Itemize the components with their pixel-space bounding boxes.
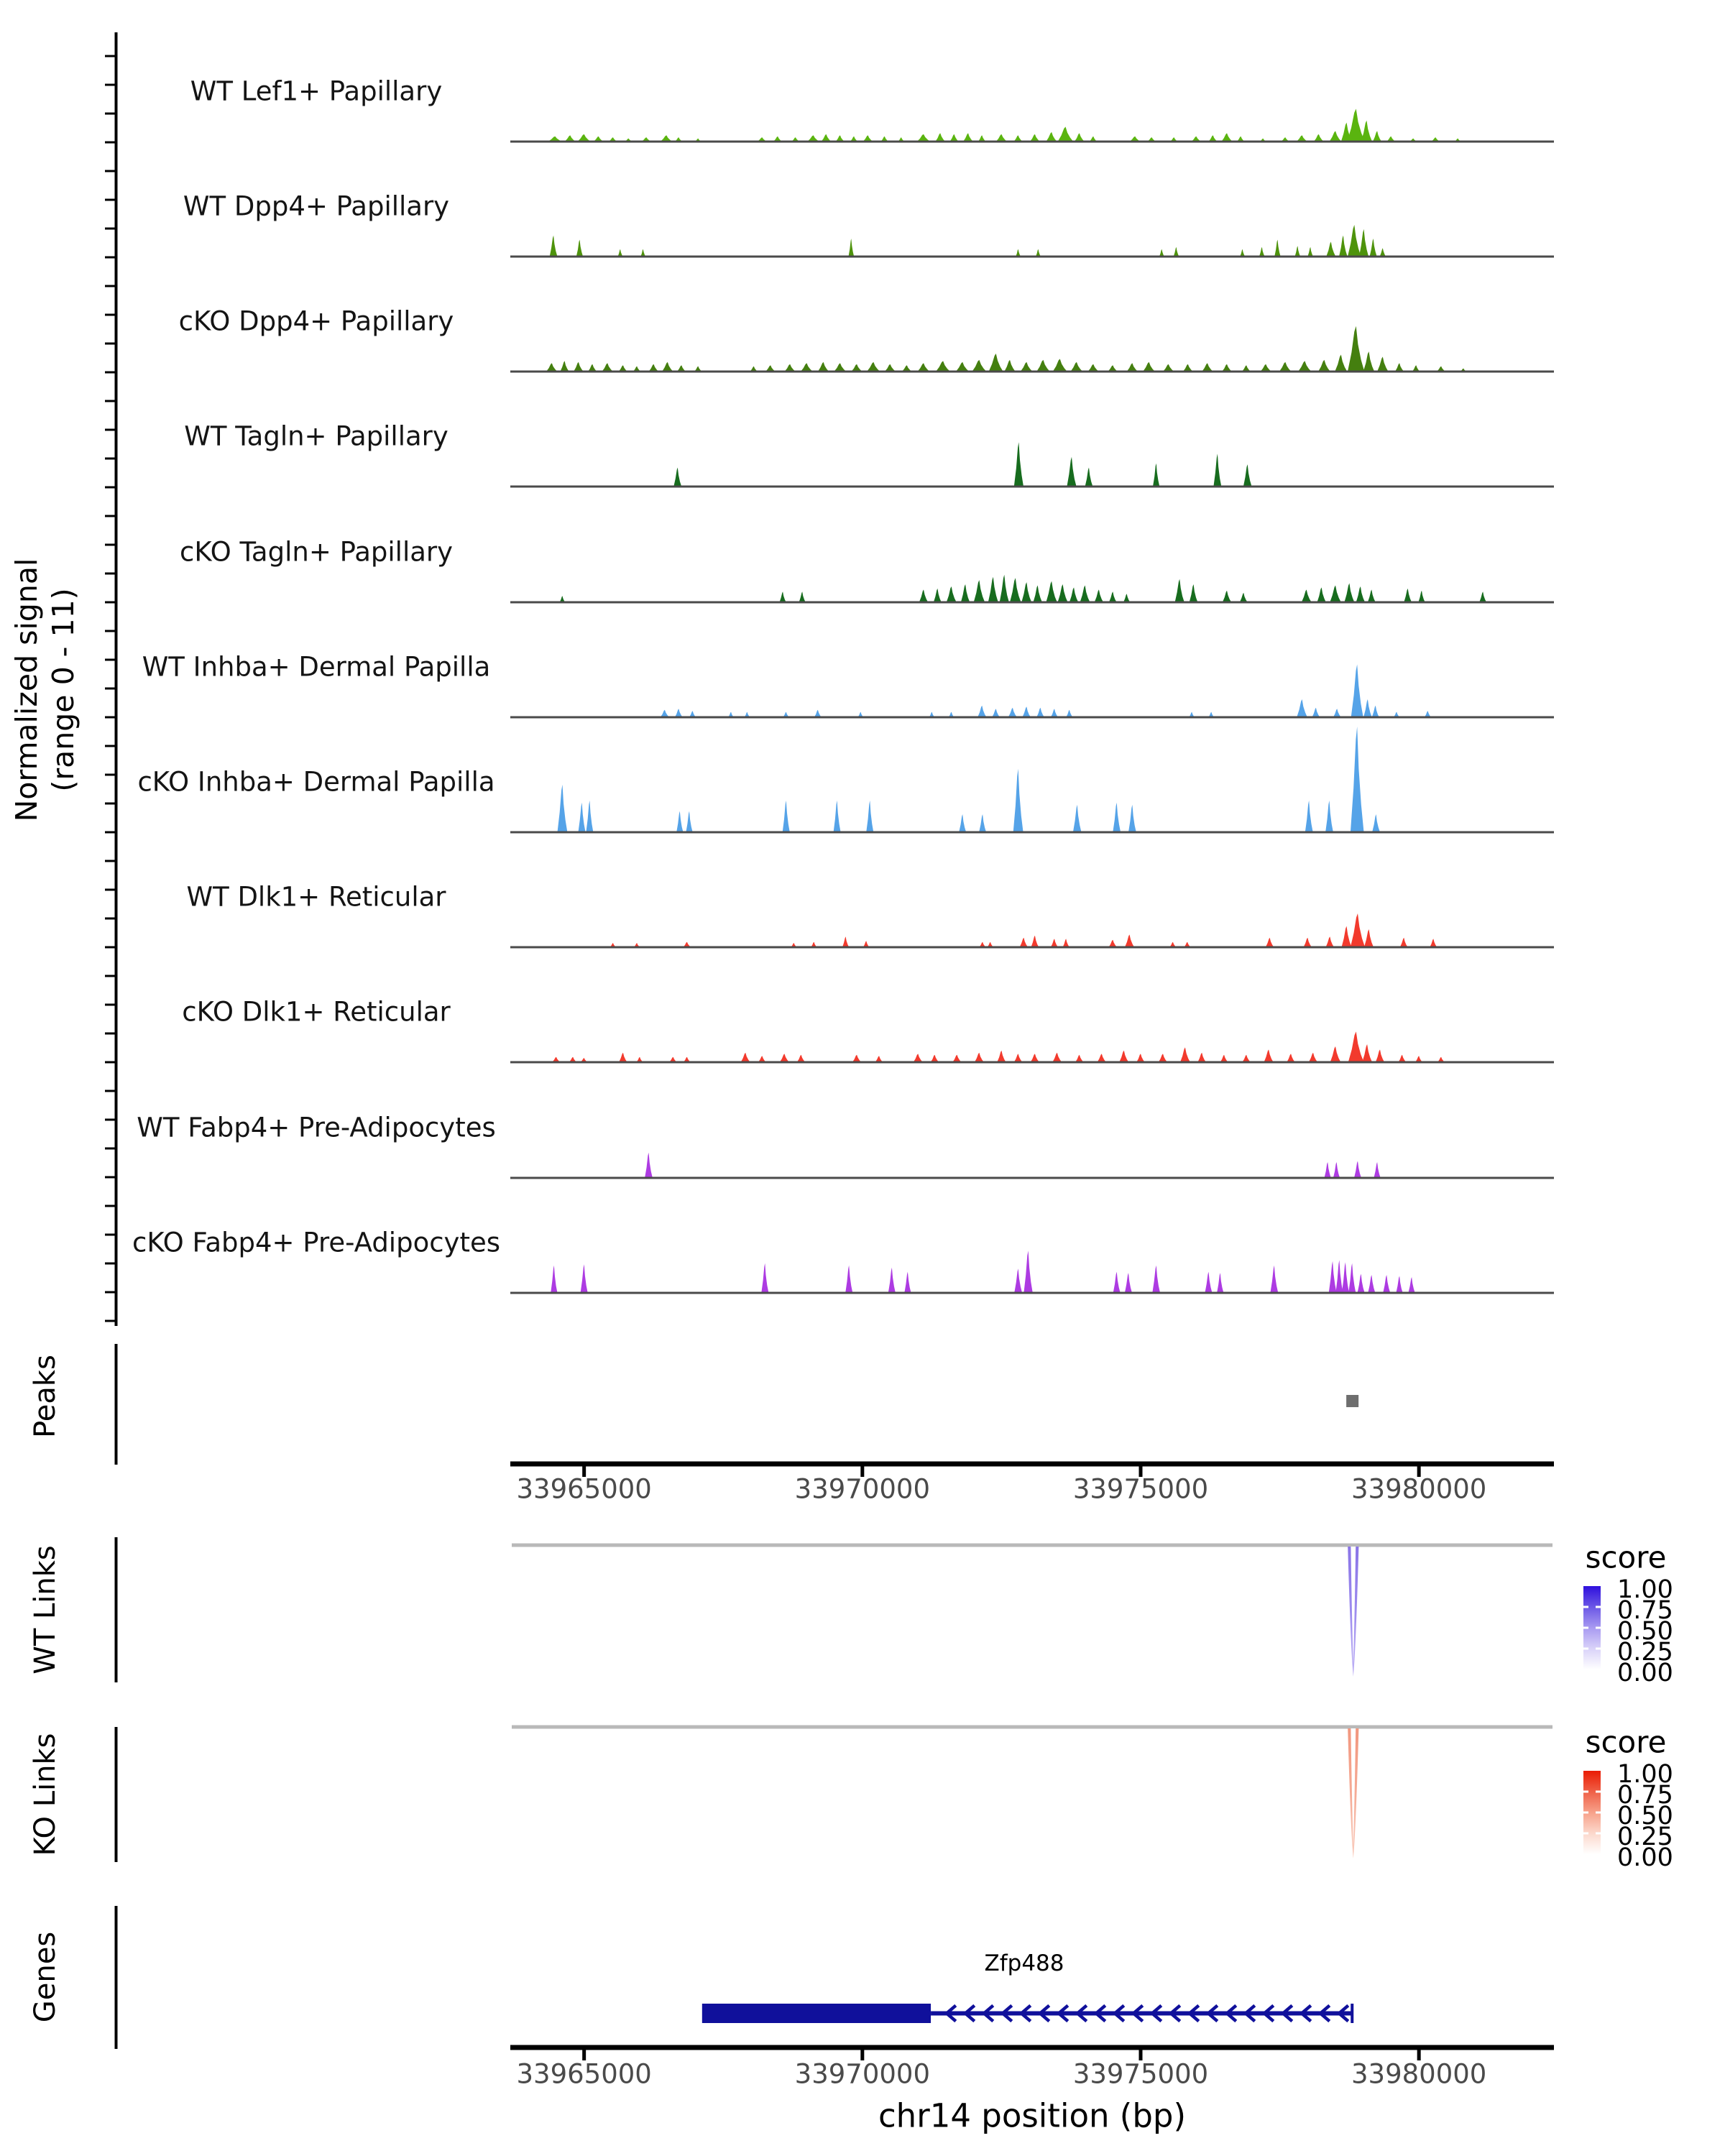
score-legend-tick-label: 0.00 [1617,1659,1673,1687]
signal-peak [1075,133,1085,142]
signal-peak [1351,727,1364,832]
signal-peak [780,1054,789,1062]
track-label: WT Fabp4+ Pre-Adipocytes [137,1112,496,1143]
genome-axis-tick-label: 33975000 [1072,1473,1209,1505]
signal-peak [1113,1272,1121,1293]
signal-peak [1287,1054,1295,1062]
signal-peak [992,709,1000,717]
signal-peak [1347,109,1365,142]
signal-peak [1031,1054,1039,1062]
signal-peak [1364,929,1374,947]
signal-peak [618,249,623,257]
signal-peak [1344,584,1354,603]
signal-peak [1159,1054,1167,1062]
score-colorbars [1583,1586,1601,1854]
signal-peak [780,591,786,602]
signal-peak [1330,131,1342,142]
track-label: WT Inhba+ Dermal Papilla [142,651,491,683]
signal-peak [1240,593,1248,602]
signal-peak [1261,364,1272,372]
signal-peak [1058,584,1068,602]
signal-peak [1309,1053,1317,1062]
score-legend-tick-label: 0.50 [1617,1802,1673,1830]
signal-peak [1159,249,1164,257]
signal-peak [851,364,862,372]
signal-peak [1363,699,1372,717]
signal-peak [866,801,873,832]
signal-peak [1318,360,1330,372]
signal-track [510,1250,1554,1293]
signal-peak [1270,1266,1278,1293]
track-label: WT Dlk1+ Reticular [186,881,446,913]
signal-peak [1024,1250,1032,1293]
signal-peak [1051,709,1058,717]
signal-peak [1408,1277,1414,1293]
signal-peak [1034,586,1042,603]
signal-peak [1046,581,1057,602]
signal-peak [1087,364,1099,372]
signal-peak [1075,1055,1084,1062]
signal-peak [974,580,985,602]
signal-peak [1022,706,1031,717]
genome-axis-tick-label: 33980000 [1351,2058,1487,2090]
signal-peak [1351,913,1365,947]
signal-peak [1070,587,1078,602]
signal-peak [1202,363,1213,372]
signal-peak [1242,1055,1251,1062]
signal-peak [661,710,669,717]
signal-peak [904,1272,911,1293]
signal-peak [1030,134,1040,142]
track-label: WT Dpp4+ Papillary [183,190,450,222]
signal-peak [1370,239,1377,257]
signal-peak [675,709,683,717]
signal-peak [1153,464,1159,487]
signal-peak [1259,247,1265,257]
track-label: cKO Inhba+ Dermal Papilla [137,766,495,798]
signal-peak [1221,133,1233,142]
signal-peak [1127,363,1138,372]
signal-peak [1380,248,1386,257]
signal-peak [686,811,692,832]
signal-axis-label [9,558,82,822]
signal-peak [1217,1273,1223,1293]
signal-track [510,727,1554,832]
signal-peak [1125,1273,1132,1293]
peaks-section-label: Peaks [29,1355,62,1438]
signal-peak [1190,584,1198,602]
track-label: WT Lef1+ Papillary [190,75,443,107]
signal-peak [581,1264,588,1293]
links-tracks [512,1545,1552,1858]
signal-peak [1085,468,1093,487]
signal-peak [1312,708,1320,717]
signal-peak [1404,589,1412,602]
signal-peak [1479,591,1486,602]
signal-peak [649,364,659,372]
wt-links-section-label: WT Links [29,1545,62,1674]
signal-peak [801,363,813,372]
signal-peak [917,134,931,142]
signal-peak [989,354,1003,372]
signal-peak [1307,247,1313,257]
signal-peak [1051,939,1058,947]
signal-peak [1021,362,1033,372]
signal-peak [1183,364,1193,372]
signal-peak [1358,1274,1365,1294]
signal-peak [1036,360,1050,372]
signal-peak [834,801,841,832]
signal-peak [1314,134,1324,142]
signal-peak [1400,938,1408,947]
signal-peak [1174,247,1179,257]
signal-peak [1222,364,1232,372]
score-legend-tick-label: 0.75 [1617,1596,1673,1625]
signal-peak [1399,1055,1407,1062]
genes-section-label: Genes [29,1931,62,2023]
signal-peak [1354,1161,1361,1179]
signal-peak [1362,1044,1372,1062]
signal-peak [1396,1276,1402,1294]
signal-peak [1297,699,1307,717]
signal-peak [1036,249,1041,257]
ko-links-section-label: KO Links [29,1733,62,1856]
track-label: cKO Dpp4+ Papillary [178,305,454,337]
signal-peak [975,1053,984,1062]
signal-peak [1125,934,1134,947]
signal-peak [885,364,896,372]
signal-peak [1295,246,1301,257]
x-axis-title: chr14 position (bp) [878,2096,1187,2135]
genes-track [702,2004,1352,2023]
signal-peak [867,362,880,372]
signal-peak [784,364,796,372]
signal-peak [1351,665,1363,718]
signal-peak [1020,938,1029,947]
signal-peak [822,134,832,142]
signal-peak [1213,453,1221,487]
signal-peak [1010,578,1021,602]
signal-peak [1325,801,1333,832]
signal-peak [1063,939,1070,947]
signal-peak [1220,1055,1228,1062]
signal-peak [1016,249,1021,257]
signal-track [510,665,1554,718]
signal-peak [1058,126,1074,142]
signal-peak [1070,362,1082,372]
signal-peak [640,249,645,257]
signal-peak [1383,1275,1390,1293]
signal-track [510,1031,1554,1062]
signal-peak [1330,586,1341,603]
signal-peak [1109,940,1118,947]
signal-peak [1264,1049,1274,1062]
signal-peak [1152,1266,1160,1293]
signal-peak [576,240,583,257]
signal-peak [761,1263,768,1293]
signal-peak [936,361,950,372]
signal-track [510,575,1554,602]
signal-peak [914,1054,923,1062]
signal-peak [949,134,958,142]
signal-peak [1046,132,1057,142]
signal-track [510,1153,1554,1178]
signal-peak [842,936,849,947]
signal-peak [676,811,683,832]
score-legend-tick-label: 0.25 [1617,1638,1673,1667]
gene-exon [702,2004,931,2023]
signal-peak [849,239,855,257]
signal-peak [588,364,597,372]
signal-peak [1430,939,1437,947]
signal-peak [814,710,822,717]
signal-track [510,913,1554,947]
track-label: cKO Tagln+ Papillary [179,536,454,568]
signal-peak [1361,121,1373,142]
signal-peak [783,801,790,832]
signal-peak [1021,582,1031,602]
signal-peak [1008,708,1017,717]
signal-peak [1335,355,1347,372]
signal-axis-label-line1: Normalized signal [9,558,44,822]
signal-peak [1279,362,1292,372]
signal-peak [550,236,558,257]
signal-peak [558,785,568,832]
track-label: cKO Fabp4+ Pre-Adipocytes [132,1227,501,1258]
signal-peak [560,361,569,372]
score-legend-tick-label: 0.50 [1617,1617,1673,1646]
signal-peak [1113,803,1121,832]
signal-peak [947,586,957,602]
signal-peak [1109,591,1117,602]
signal-peak [1329,1261,1337,1293]
signal-peak [1356,586,1365,602]
signal-peak [1014,1054,1023,1062]
signal-peak [959,814,966,832]
signal-peak [1136,1054,1145,1062]
signal-peak [1036,708,1044,717]
signal-peak [888,1268,896,1293]
signal-peak [1119,1051,1128,1062]
signal-peak [1335,1260,1343,1293]
signal-peak [1073,805,1082,832]
signal-peak [1175,579,1184,602]
signal-peak [1372,706,1379,717]
signal-peak [845,1266,852,1293]
signal-peak [1333,1162,1340,1178]
score-legend-tick-label: 0.00 [1617,1843,1673,1872]
signal-peak [1342,1262,1349,1293]
signal-peak [1274,240,1281,257]
signal-peak [1013,769,1024,832]
signal-peak [1266,938,1274,947]
signal-peak [1304,938,1312,947]
signal-peak [1326,936,1335,947]
signal-peak [963,133,973,142]
signal-peak [1317,587,1326,602]
signal-peak [579,803,586,832]
signal-peak [1223,591,1231,602]
signal-peak [1098,1054,1106,1062]
signal-peak [1418,591,1425,602]
genome-axis-tick-label: 33965000 [516,2058,652,2090]
signal-peak [1067,457,1076,487]
signal-tracks [510,109,1554,1293]
signal-peak [1348,1031,1364,1062]
signal-track [510,326,1554,372]
signal-peak [1240,249,1245,257]
signal-peak [1205,1272,1212,1293]
signal-peak [662,362,673,372]
signal-peak [1180,1047,1190,1062]
signal-peak [1348,1263,1356,1293]
signal-peak [1377,356,1389,372]
signal-peak [1004,360,1016,372]
signal-track [510,109,1554,142]
track-label: cKO Dlk1+ Reticular [182,996,451,1028]
signal-peak [1333,709,1341,717]
signal-peak [979,814,986,832]
score-legend-tick-label: 0.75 [1617,1781,1673,1810]
genome-axis-tick-label: 33965000 [516,1473,652,1505]
score-legend-tick-label: 1.00 [1617,1760,1673,1789]
signal-peak [1197,1053,1206,1062]
gene-name-label: Zfp488 [984,1950,1064,1976]
signal-peak [931,1055,939,1062]
signal-y-axis [105,32,116,1326]
signal-peak [1326,241,1335,257]
signal-peak [935,133,945,142]
signal-peak [1359,229,1368,257]
genome-axis-tick-label: 33975000 [1072,2058,1209,2090]
signal-peak [1080,586,1090,603]
genome-axis-tick-label: 33970000 [794,2058,930,2090]
signal-axis-label-line2: (range 0 - 11) [46,588,80,792]
signal-peak [1123,594,1130,602]
signal-peak [1348,326,1364,372]
signal-peak [1348,225,1361,257]
signal-peak [1330,1046,1341,1062]
signal-peak [645,1153,653,1178]
signal-peak [1163,364,1174,372]
signal-peak [1000,575,1009,602]
signal-peak [1298,361,1312,372]
signal-peak [978,706,986,717]
signal-peak [988,577,998,602]
score-legend-tick-label: 1.00 [1617,1575,1673,1604]
signal-peak [1373,131,1381,142]
signal-track [510,225,1554,257]
signal-peak [996,134,1008,142]
track-label: WT Tagln+ Papillary [184,420,448,452]
signal-peak [919,589,928,602]
signal-peak [619,1053,627,1062]
signal-peak [818,362,829,372]
signal-peak [1374,1162,1380,1178]
signal-peak [577,134,591,142]
signal-peak [1342,926,1352,947]
peaks-track [1346,1395,1358,1407]
signal-peak [1372,814,1380,832]
signal-peak [997,1051,1006,1062]
signal-peak [1376,1049,1384,1062]
signal-peak [602,363,613,372]
signal-peak [1368,589,1376,602]
signal-peak [972,360,986,372]
signal-peak [1368,1275,1375,1293]
ko-score-legend-title: score [1585,1724,1667,1760]
signal-peak [797,1055,806,1062]
signal-peak [586,801,593,832]
signal-peak [1243,464,1252,487]
signal-peak [1339,236,1348,257]
peak-interval [1346,1395,1358,1407]
signal-peak [551,1266,557,1293]
signal-peak [1095,589,1103,602]
signal-peak [852,1055,861,1062]
signal-peak [546,363,558,372]
signal-peak [1014,1268,1022,1293]
signal-peak [1066,710,1072,717]
genome-axis-tick-label: 33980000 [1351,1473,1487,1505]
signal-peak [673,468,681,487]
signal-peak [834,363,846,372]
signal-peak [741,1053,750,1062]
signal-peak [799,591,806,602]
signal-track [510,442,1554,487]
signal-peak [1305,801,1313,832]
signal-peak [574,362,584,372]
signal-peak [1363,351,1375,372]
signal-peak [1031,936,1039,947]
genome-axis-tick-label: 33970000 [794,1473,930,1505]
signal-peak [952,1055,961,1062]
signal-peak [1302,589,1312,602]
signal-peak [1128,805,1136,832]
signal-peak [1325,1162,1331,1178]
score-legend-tick-label: 0.25 [1617,1823,1673,1851]
signal-peak [918,363,930,372]
signal-peak [1053,359,1067,372]
signal-peak [956,362,970,372]
wt-score-legend-title: score [1585,1539,1667,1575]
signal-peak [1014,442,1024,487]
signal-peak [1143,362,1155,372]
signal-peak [1395,363,1404,372]
signal-peak [961,584,970,602]
signal-peak [1052,1053,1062,1062]
signal-peak [934,589,942,602]
